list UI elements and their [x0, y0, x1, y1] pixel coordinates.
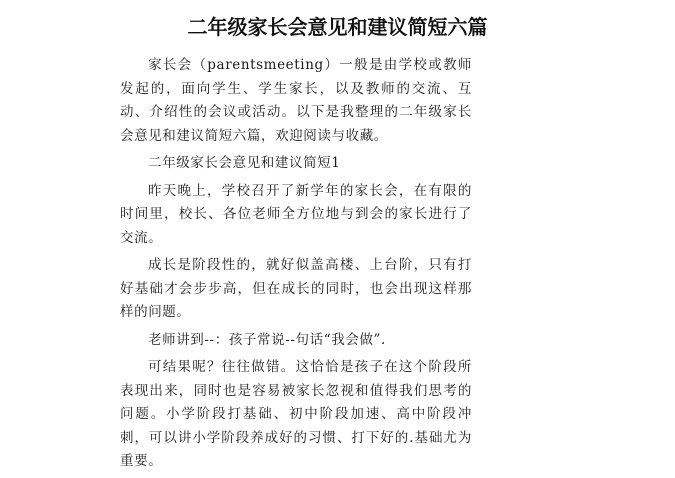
intro-paragraph: 家长会（parentsmeeting）一般是由学校或教师发起的，面向学生、学生家长，以及教师的交流、互动、介绍性的会议或活动。以下是我整理的二年级家长会意见和建议简短六篇，欢迎阅读与收藏。	[120, 57, 472, 144]
section-heading: 二年级家长会意见和建议简短1	[148, 155, 341, 171]
body-paragraph: 老师讲到--：孩子常说--句话“我会做”.	[148, 331, 386, 348]
body-paragraph: 昨天晚上，学校召开了新学年的家长会，在有限的时间里，校长、各位老师全方位地与到会的家长进行了交流。	[120, 182, 472, 246]
document-title: 二年级家长会意见和建议简短六篇	[187, 15, 488, 39]
body-paragraph: 可结果呢？往往做错。这恰恰是孩子在这个阶段所表现出来，同时也是容易被家长忽视和值得我们思考的问题。小学阶段打基础、初中阶段加速、高中阶段冲刺，可以讲小学阶段养成好的习惯、打下好的.基础尤为重要。	[120, 359, 472, 469]
body-paragraph: 成长是阶段性的，就好似盖高楼、上台阶，只有打好基础才会步步高，但在成长的同时，也会出现这样那样的问题。	[120, 257, 472, 320]
document-body	[120, 54, 472, 478]
